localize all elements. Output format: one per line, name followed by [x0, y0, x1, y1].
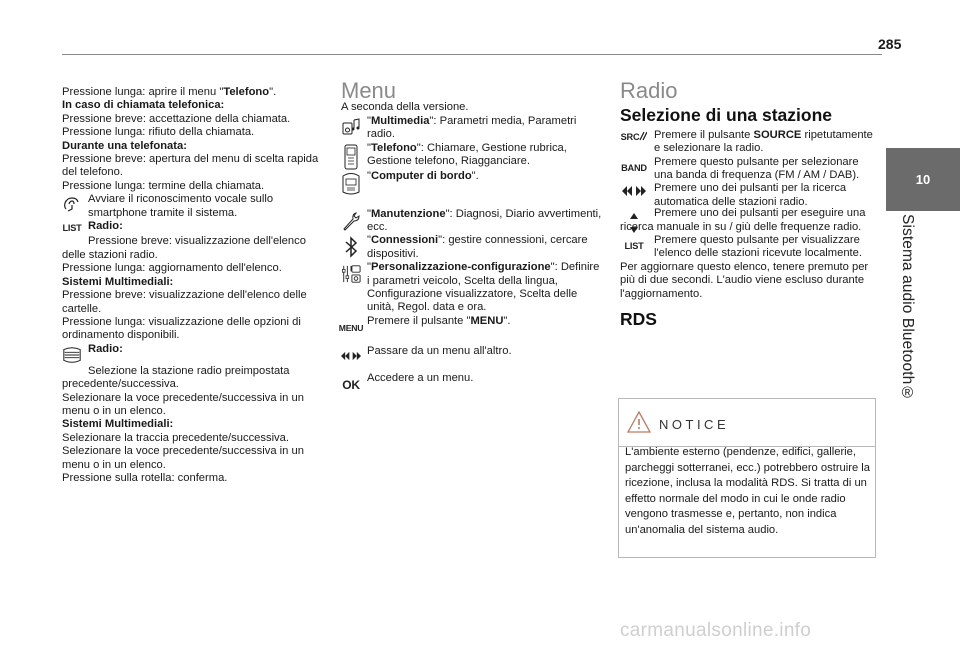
during-text-1: Pressione breve: apertura del menu di scelta rapida del telefono. [62, 153, 319, 179]
list-row [62, 220, 324, 235]
radio-text-3: Selezione la stazione radio preimpostata precedente/successiva. [62, 364, 290, 391]
heading-multimedia: Sistemi Multimediali: [62, 275, 174, 288]
wrench-icon [341, 208, 361, 232]
rds-title: RDS [620, 309, 657, 330]
notice-title: NOTICE [659, 417, 730, 432]
menu-personalizzazione-row: "Personalizzazione-configurazione": Definire i parametri veicolo, Scelta della lingua, Configurazione visualizzatore, Scelta delle unità, Regol. data e ora. [341, 261, 603, 315]
source-row: SRC Premere il pulsante SOURCE ripetutamente e selezionare la radio. [620, 128, 873, 155]
menu-telefono-row: "Telefono": Chiamare, Gestione rubrica, Gestione telefono, Riagganciare. [341, 142, 603, 170]
chapter-number: 10 [915, 172, 931, 187]
menu-manutenzione-row: "Manutenzione": Diagnosi, Diario avvertimenti, ecc. [341, 208, 603, 235]
heading-multimedia-2: Sistemi Multimediali: [62, 418, 174, 431]
multimedia-icon [341, 115, 361, 137]
source-button-icon: SRC [620, 129, 648, 144]
trip-computer-icon [341, 170, 361, 196]
prev-next-arrows-icon [341, 345, 361, 361]
voice-text: Avviare il riconoscimento vocale sullo smartphone tramite il sistema. [88, 193, 274, 219]
notice-text: L'ambiente esterno (pendenze, edifici, gallerie, parcheggi sotterranei, ecc.) potrebbero ostruire la ricezione, inclusa la modalità RDS. Si tratta di un effetto normale del modo in cui le onde radio vengono trasmesse e, pertanto, non indica un'anomalia del sistema audio. [625, 446, 871, 536]
menu-title: Menu [341, 78, 397, 103]
list-button-icon: LIST [624, 241, 644, 252]
phone-icon [341, 142, 361, 170]
bluetooth-icon [341, 234, 361, 258]
menu-button-icon: MENU [338, 322, 364, 333]
radio-text-2: Pressione lunga: aggiornamento dell'elenco. [62, 262, 282, 275]
menu-multimedia-row: "Multimedia": Parametri media, Parametri radio. [341, 115, 603, 142]
voice-row [62, 193, 324, 220]
notice-box [618, 398, 876, 558]
list-local-row [620, 234, 876, 261]
left-column [62, 86, 324, 485]
multi-text-1: Pressione breve: visualizzazione dell'elenco delle cartelle. [62, 289, 307, 315]
settings-icon [341, 261, 361, 285]
wheel-row [62, 343, 324, 365]
multi-text-4: Selezionare la voce precedente/successiva in un menu o in un elenco. [62, 445, 304, 471]
voice-recognition-icon [62, 193, 82, 213]
list-icon: LIST [62, 223, 82, 234]
multi-text-2: Pressione lunga: visualizzazione delle opzioni di ordinamento disponibili. [62, 315, 301, 342]
radio-heading: Radio: [88, 220, 123, 233]
update-text: Per aggiornare questo elenco, tenere premuto per più di due secondi. L'audio viene escluso durante l'aggiornamento. [620, 260, 869, 300]
confirm-text: Pressione sulla rotella: conferma. [62, 471, 228, 484]
menu-ok-text: Accedere a un menu. [367, 372, 474, 385]
menu-switch-row [341, 345, 603, 361]
station-subtitle: Selezione di una stazione [620, 105, 832, 126]
multi-text-3: Selezionare la traccia precedente/successiva. [62, 431, 289, 444]
band-button-icon: BAND [621, 162, 647, 173]
header-rule [62, 54, 882, 55]
radio-title: Radio [620, 78, 678, 103]
notice-header [619, 411, 875, 441]
during-text-2: Pressione lunga: termine della chiamata. [62, 179, 265, 192]
radio-heading-2: Radio: [88, 342, 123, 355]
menu-computer-row: "Computer di bordo". [341, 170, 603, 196]
scroll-wheel-icon [62, 343, 82, 365]
menu-ok-row [341, 372, 603, 392]
call-text-2: Pressione lunga: rifiuto della chiamata. [62, 126, 255, 139]
left-line-1: Pressione lunga: aprire il menu "Telefono". [62, 86, 277, 98]
call-text-1: Pressione breve: accettazione della chiamata. [62, 112, 291, 125]
seek-arrows-icon [620, 182, 648, 196]
right-column [620, 78, 876, 330]
radio-text-4: Selezionare la voce precedente/successiva in un menu o in un elenco. [62, 391, 304, 417]
band-text: Premere questo pulsante per selezionare una banda di frequenza (FM / AM / DAB). [654, 155, 860, 182]
heading-call: In caso di chiamata telefonica: [62, 99, 225, 112]
radio-text-1: Pressione breve: visualizzazione dell'elenco delle stazioni radio. [62, 235, 306, 261]
menu-intro: A seconda della versione. [341, 101, 469, 114]
menu-switch-text: Passare da un menu all'altro. [367, 345, 512, 358]
warning-icon [627, 411, 651, 438]
band-row [620, 156, 876, 183]
watermark: carmanualsonline.info [620, 620, 812, 641]
list-local-text: Premere questo pulsante per visualizzare l'elenco delle stazioni ricevute localmente. [654, 234, 862, 260]
page-number: 285 [878, 36, 902, 52]
ok-button-icon: OK [342, 378, 360, 393]
middle-column [338, 78, 603, 393]
seek-text: Premere uno dei pulsanti per la ricerca automatica delle stazioni radio. [654, 182, 847, 208]
menu-button-row: MENU Premere il pulsante "MENU". [341, 315, 603, 335]
heading-during: Durante una telefonata: [62, 139, 187, 152]
seek-row [620, 182, 876, 209]
manual-text: Premere uno dei pulsanti per eseguire una ricerca manuale in su / giù delle frequenze radio. [620, 207, 866, 233]
chapter-title: Sistema audio Bluetooth® [899, 214, 916, 402]
menu-connessioni-row: "Connessioni": gestire connessioni, cercare dispositivi. [341, 234, 603, 261]
